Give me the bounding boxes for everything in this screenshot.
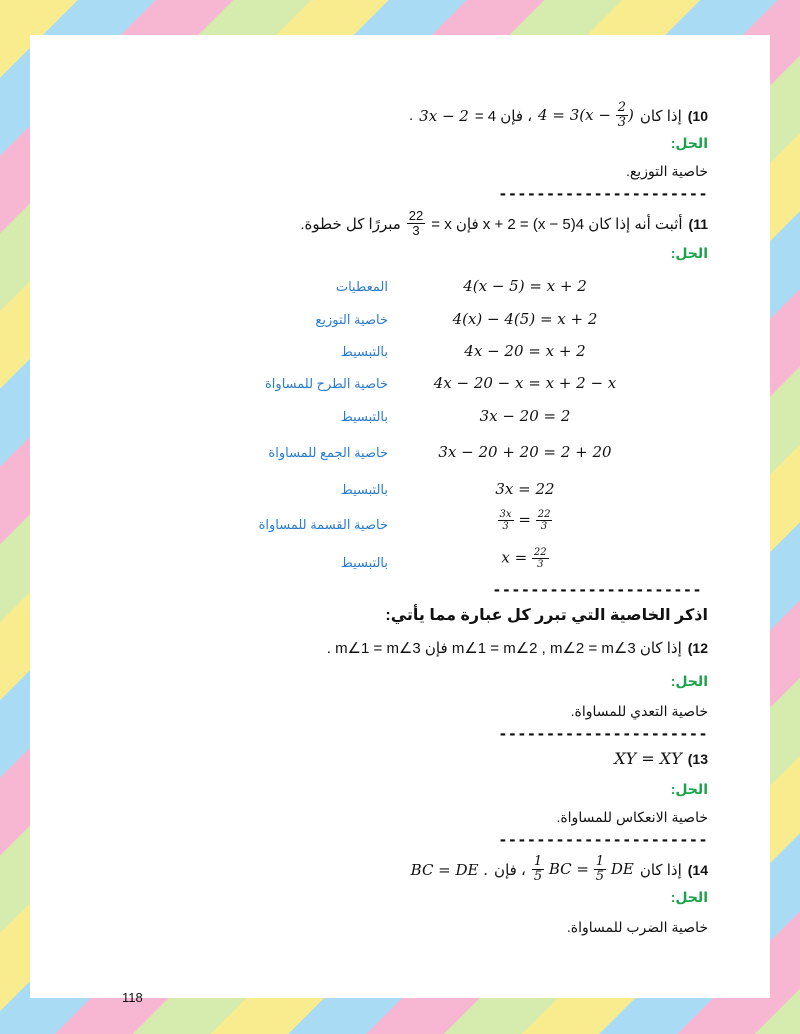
fraction-denominator: 3: [412, 223, 420, 239]
solution-label: الحل:: [670, 889, 708, 905]
step-equation: 3x − 20 + 20 = 2 + 20: [438, 443, 612, 461]
question-number: 14): [687, 861, 708, 878]
divider: ----------------------: [492, 581, 702, 599]
question-11: [300, 209, 708, 239]
answer-text: خاصية التوزيع.: [625, 163, 708, 179]
fraction: [532, 855, 544, 885]
math-lhs: 4 =: [538, 105, 565, 124]
step-equation: 4(x) − 4(5) = x + 2: [452, 310, 598, 328]
question-text-prefix: إذا كان: [639, 861, 682, 879]
step-reason: بالتبسيط: [340, 344, 388, 359]
step-equation: 3x − 20 = 2: [479, 407, 571, 425]
step-equation: [410, 509, 640, 532]
solution-label: الحل:: [670, 781, 708, 797]
question-math: XY = XY: [614, 749, 682, 768]
fraction-numerator: 3x: [499, 509, 512, 520]
fraction-numerator: 1: [595, 854, 605, 869]
question-tail: مبررًا كل خطوة.: [300, 215, 401, 233]
fraction-denominator: 3: [617, 115, 626, 131]
solution-label: الحل:: [670, 245, 708, 261]
question-14: [411, 855, 708, 885]
solution-label: الحل:: [670, 673, 708, 689]
question-math: [538, 101, 634, 131]
step-equation: 4(x − 5) = x + 2: [463, 277, 587, 295]
step-reason: خاصية الجمع للمساواة: [268, 445, 388, 460]
question-10: [409, 101, 708, 131]
fraction-numerator: 22: [408, 208, 424, 223]
fraction-numerator: 22: [537, 509, 551, 520]
question-text: أثبت أنه إذا كان 4(x − 5) = x + 2 فإن x =: [431, 215, 683, 233]
math-close-paren: ): [627, 105, 634, 124]
math-expr: 3(x −: [569, 105, 616, 124]
answer-text: خاصية الانعكاس للمساواة.: [556, 809, 708, 825]
fraction-numerator: 1: [533, 854, 543, 869]
step-reason: بالتبسيط: [340, 555, 388, 570]
question-then: ، فإن 4 =: [474, 107, 533, 125]
question-number: 11): [688, 215, 708, 232]
fraction: [407, 209, 425, 239]
question-math: [532, 855, 634, 885]
answer-text: خاصية الضرب للمساواة.: [566, 919, 708, 935]
question-text: إذا كان m∠1 = m∠2 , m∠2 = m∠3 فإن m∠1 = m∠3 .: [326, 640, 682, 657]
math-de: DE: [610, 859, 634, 878]
step-equation: 4x − 20 = x + 2: [464, 342, 586, 360]
fraction-numerator: 22: [533, 547, 547, 558]
fraction: [616, 101, 628, 131]
step-reason: خاصية القسمة للمساواة: [258, 517, 388, 532]
question-rhs: 3x − 2: [419, 106, 469, 125]
question-number: 13): [687, 750, 708, 767]
question-number: 10): [687, 107, 708, 124]
question-text-prefix: إذا كان: [639, 107, 682, 125]
fraction-denominator: 3: [502, 521, 509, 532]
document-page: [30, 35, 770, 1005]
fraction-denominator: 5: [533, 869, 543, 885]
step-reason: المعطيات: [335, 279, 388, 294]
step-reason: بالتبسيط: [340, 482, 388, 497]
fraction-numerator: 2: [617, 100, 626, 115]
question-number: 12): [687, 640, 708, 656]
question-13: [614, 749, 708, 768]
fraction: [536, 509, 553, 532]
fraction: [532, 547, 549, 570]
section-heading: اذكر الخاصية التي تبرر كل عبارة مما يأتي:: [385, 607, 708, 624]
divider: ----------------------: [498, 831, 708, 849]
equation-lhs: x =: [501, 548, 528, 567]
solution-label: الحل:: [670, 135, 708, 151]
divider: ----------------------: [498, 725, 708, 743]
question-then: ، فإن: [494, 861, 526, 879]
fraction: [594, 855, 606, 885]
step-equation: 4x − 20 − x = x + 2 − x: [433, 374, 617, 392]
divider: ----------------------: [498, 185, 708, 203]
step-equation: 3x = 22: [495, 480, 555, 498]
step-reason: خاصية التوزيع: [315, 312, 388, 327]
fraction-denominator: 5: [595, 869, 605, 885]
math-bc: BC =: [548, 859, 589, 878]
question-end: .: [409, 107, 414, 125]
fraction-denominator: 3: [540, 521, 548, 532]
step-equation: [410, 547, 640, 570]
fraction-denominator: 3: [537, 559, 544, 570]
page-number: 118: [122, 990, 143, 1005]
step-reason: بالتبسيط: [340, 409, 388, 424]
step-reason: خاصية الطرح للمساواة: [265, 376, 388, 391]
answer-text: خاصية التعدي للمساواة.: [570, 703, 708, 719]
question-rhs: BC = DE .: [410, 860, 489, 879]
fraction: [498, 509, 514, 532]
equals-sign: =: [518, 510, 531, 529]
question-12: [327, 639, 708, 657]
